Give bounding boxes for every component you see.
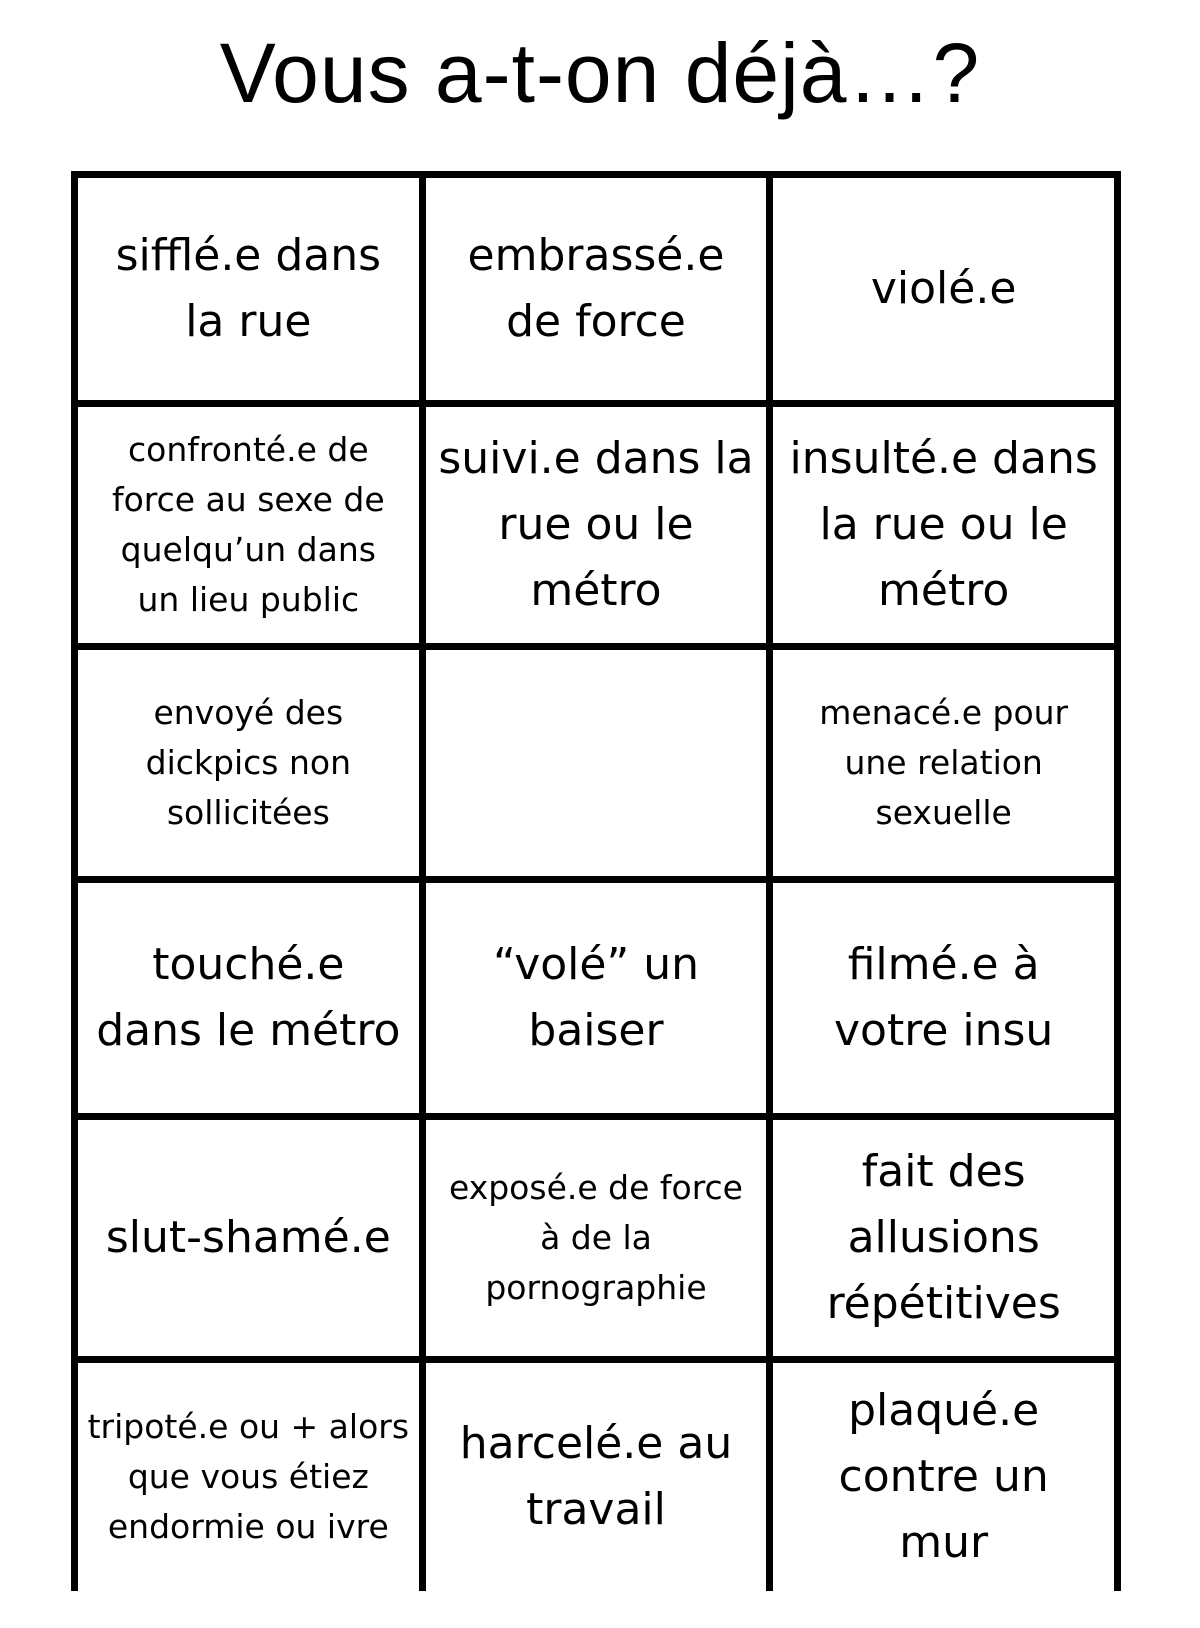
grid-cell: tripoté.e ou + alors que vous étiez endormie ou ivre [78,1363,419,1591]
grid-cell: menacé.e pour une relation sexuelle [773,650,1114,876]
grid-cell: touché.e dans le métro [78,883,419,1113]
grid-cell: slut-shamé.e [78,1120,419,1356]
grid-cell: confronté.e de force au sexe de quelqu’un dans un lieu public [78,407,419,643]
grid-cell: plaqué.e contre un mur [773,1363,1114,1591]
grid-cell: suivi.e dans la rue ou le métro [426,407,767,643]
grid-cell: embrassé.e de force [426,178,767,400]
grid-cell: filmé.e à votre insu [773,883,1114,1113]
grid-cell-empty [426,650,767,876]
grid-cell: envoyé des dickpics non sollicitées [78,650,419,876]
page-title: Vous a-t-on déjà…? [219,26,981,120]
grid-cell: fait des allusions répétitives [773,1120,1114,1356]
grid-cell: violé.e [773,178,1114,400]
grid-cell: “volé” un baiser [426,883,767,1113]
grid-cell: sifflé.e dans la rue [78,178,419,400]
grid-cell: harcelé.e au travail [426,1363,767,1591]
bingo-grid [71,171,1121,1591]
grid-cell: exposé.e de force à de la pornographie [426,1120,767,1356]
grid-cell: insulté.e dans la rue ou le métro [773,407,1114,643]
